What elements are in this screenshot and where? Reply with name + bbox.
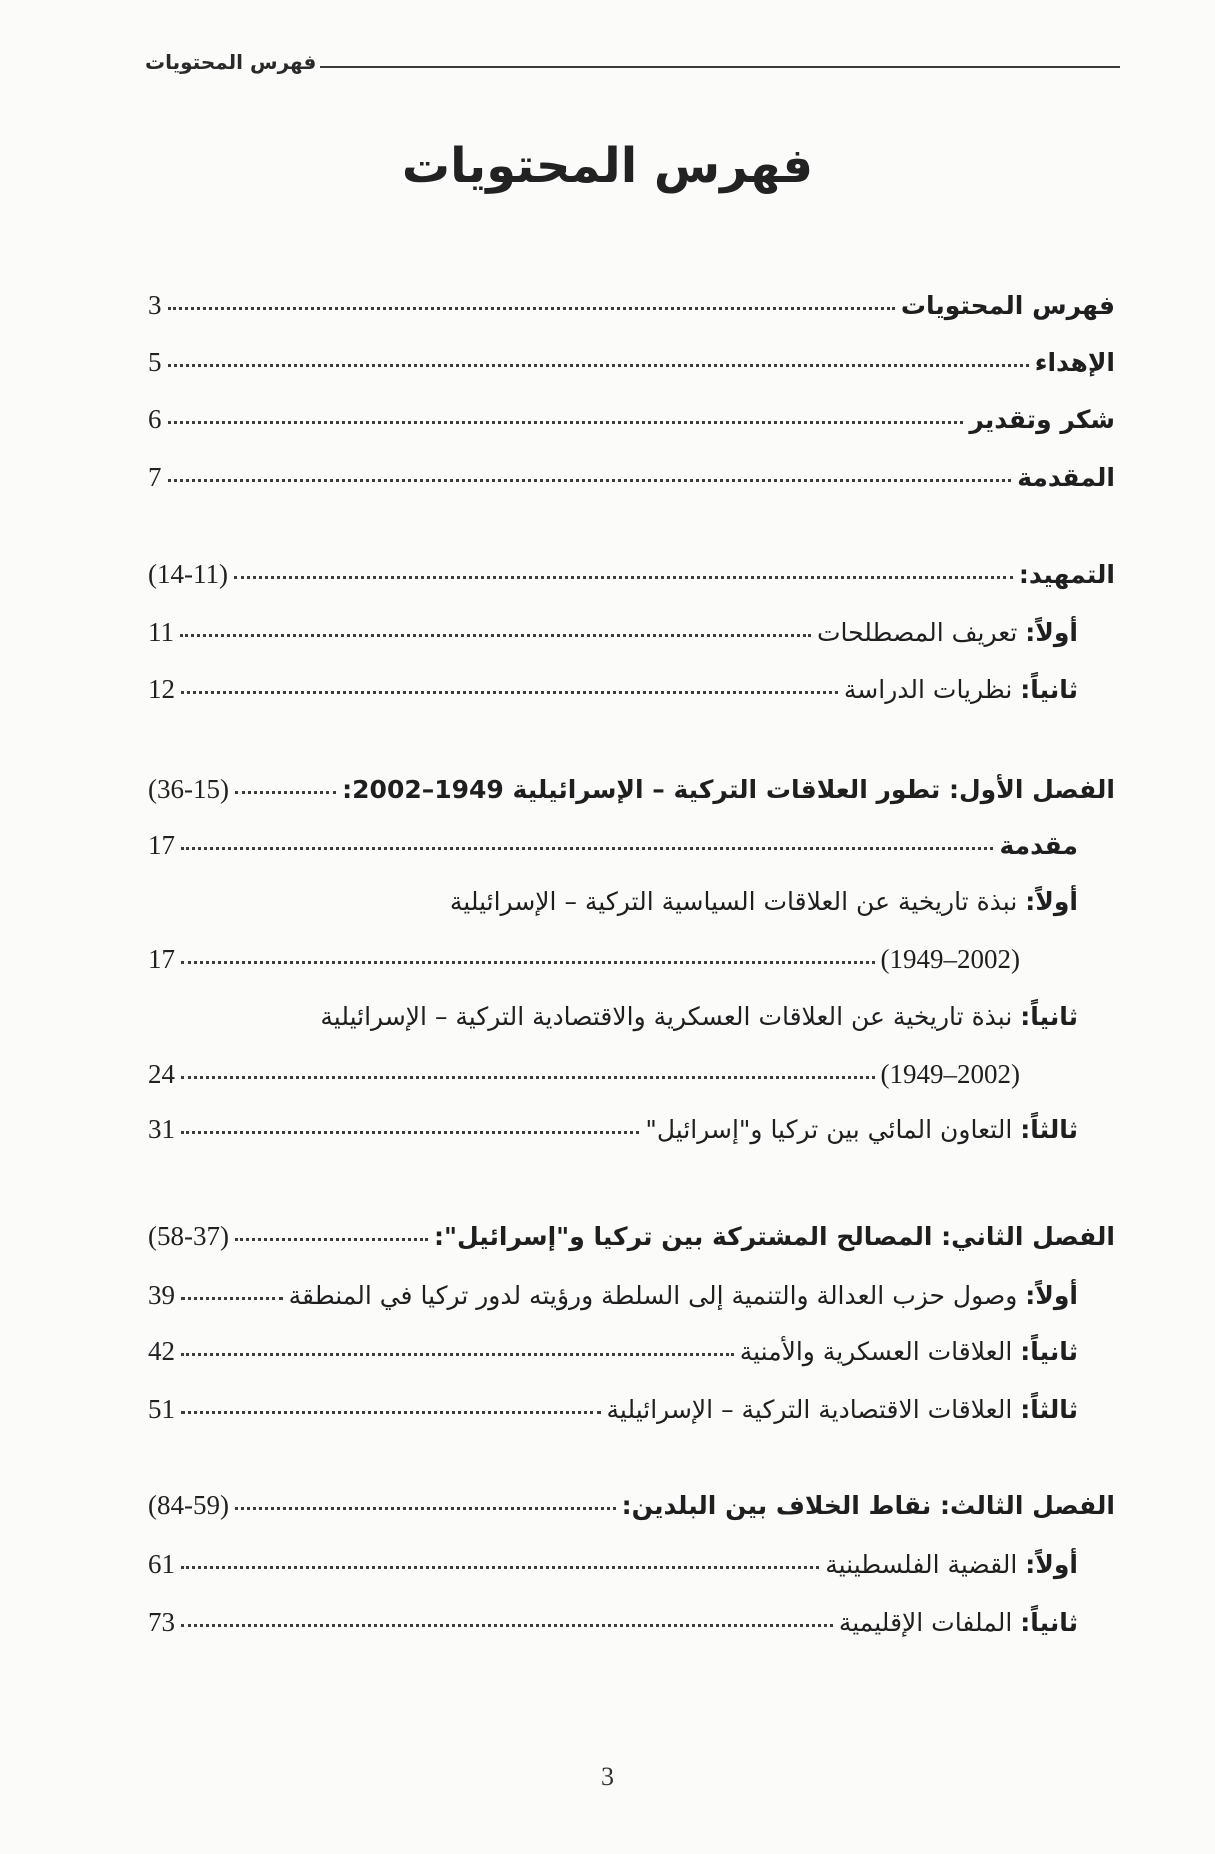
dot-leader	[235, 1506, 616, 1510]
toc-entry-page: 12	[148, 674, 175, 704]
toc-entry[interactable]	[148, 1336, 1078, 1380]
dot-leader	[181, 846, 993, 850]
toc-entry-text: نبذة تاريخية عن العلاقات السياسية التركية – الإسرائيلية	[449, 887, 1026, 916]
dot-leader	[181, 1410, 601, 1414]
toc-entry[interactable]	[148, 404, 1115, 448]
toc-entry-label: الفصل الثالث: نقاط الخلاف بين البلدين:	[621, 1491, 1115, 1520]
toc-entry-ordinal: ثالثاً:	[1020, 1395, 1078, 1424]
toc-entry-label	[607, 1395, 1079, 1424]
toc-entry-label: المقدمة	[1017, 463, 1115, 492]
toc-entry-label	[839, 1608, 1078, 1637]
toc-entry-page: 6	[148, 404, 162, 434]
toc-entry-ordinal: أولاً:	[1025, 618, 1078, 647]
spacer	[154, 905, 444, 906]
dot-leader	[234, 575, 1013, 579]
toc-entry-label: مقدمة	[999, 831, 1078, 860]
dot-leader	[181, 1296, 283, 1300]
toc-entry[interactable]	[148, 1114, 1078, 1158]
toc-entry-label	[289, 1281, 1078, 1310]
toc-entry-text: نظريات الدراسة	[843, 675, 1021, 704]
toc-entry-text: العلاقات العسكرية والأمنية	[739, 1337, 1021, 1366]
toc-entry-page: 24	[148, 1059, 175, 1089]
toc-entry-page: 17	[148, 830, 175, 860]
toc-entry-text: نبذة تاريخية عن العلاقات العسكرية والاقتصادية التركية – الإسرائيلية	[320, 1002, 1021, 1031]
toc-entry-label: الإهداء	[1034, 348, 1115, 377]
toc-entry-ordinal: ثانياً:	[1020, 1608, 1078, 1637]
toc-entry-label: (2002–1949)	[880, 1059, 1020, 1089]
page-number: 3	[601, 1762, 614, 1791]
dot-leader	[168, 306, 895, 310]
toc-entry-label	[320, 1002, 1078, 1031]
toc-entry-continuation[interactable]	[148, 944, 1020, 988]
toc-entry-text: القضية الفلسطينية	[825, 1550, 1026, 1579]
toc-entry[interactable]	[148, 887, 1078, 931]
toc-entry[interactable]	[148, 1549, 1078, 1593]
toc-entry-label	[645, 1115, 1078, 1144]
toc-entry-label	[450, 887, 1078, 916]
dot-leader	[181, 1130, 639, 1134]
toc-entry-page: 5	[148, 347, 162, 377]
toc-entry-text: تعريف المصطلحات	[816, 618, 1026, 647]
toc-entry-page: 73	[148, 1607, 175, 1637]
toc-entry-ordinal: ثالثاً:	[1020, 1115, 1078, 1144]
dot-leader	[235, 790, 336, 794]
spacer	[154, 1020, 314, 1021]
toc-entry-page: (14-11)	[148, 559, 228, 589]
dot-leader	[168, 478, 1012, 482]
toc-chapter-heading[interactable]	[148, 1221, 1115, 1265]
toc-entry-ordinal: ثانياً:	[1020, 1337, 1078, 1366]
dot-leader	[168, 363, 1029, 367]
toc-entry[interactable]	[148, 674, 1078, 718]
toc-entry-label	[740, 1337, 1078, 1366]
toc-entry-ordinal: ثانياً:	[1020, 675, 1078, 704]
toc-entry-label	[844, 675, 1078, 704]
toc-entry[interactable]	[148, 1002, 1078, 1046]
dot-leader	[181, 960, 875, 964]
toc-entry-ordinal: أولاً:	[1025, 1281, 1078, 1310]
dot-leader	[180, 633, 811, 637]
toc-entry-label: التمهيد:	[1018, 560, 1115, 589]
dot-leader	[235, 1237, 428, 1241]
toc-entry[interactable]	[148, 1607, 1078, 1651]
toc-entry-page: 51	[148, 1394, 175, 1424]
toc-entry-page: (36-15)	[148, 774, 229, 804]
toc-entry-ordinal: أولاً:	[1025, 887, 1078, 916]
toc-section-heading[interactable]	[148, 559, 1115, 603]
toc-entry[interactable]	[148, 462, 1115, 506]
toc-entry-continuation[interactable]	[148, 1059, 1020, 1103]
toc-entry[interactable]	[148, 347, 1115, 391]
toc-entry-text: العلاقات الاقتصادية التركية – الإسرائيلية	[606, 1395, 1021, 1424]
toc-entry-label: فهرس المحتويات	[900, 291, 1115, 320]
toc-entry-page: (84-59)	[148, 1490, 229, 1520]
toc-entry-page: (58-37)	[148, 1221, 229, 1251]
dot-leader	[181, 1565, 819, 1569]
dot-leader	[168, 420, 964, 424]
toc-entry-page: 31	[148, 1114, 175, 1144]
toc-entry-page: 3	[148, 290, 162, 320]
toc-entry-label: الفصل الثاني: المصالح المشتركة بين تركيا و"إسرائيل":	[433, 1222, 1115, 1251]
dot-leader	[181, 1075, 875, 1079]
toc-entry-page: 11	[148, 617, 174, 647]
toc-entry-page: 61	[148, 1549, 175, 1579]
toc-chapter-heading[interactable]	[148, 774, 1115, 818]
toc-entry-page: 42	[148, 1336, 175, 1366]
toc-entry-text: التعاون المائي بين تركيا و"إسرائيل"	[645, 1115, 1021, 1144]
toc-entry-text: الملفات الإقليمية	[838, 1608, 1021, 1637]
running-header-title: فهرس المحتويات	[145, 50, 317, 74]
toc-entry[interactable]	[148, 1280, 1078, 1324]
toc-entry-label	[817, 618, 1078, 647]
toc-entry-text: وصول حزب العدالة والتنمية إلى السلطة ورؤيته لدور تركيا في المنطقة	[288, 1281, 1026, 1310]
page-title: فهرس المحتويات	[401, 138, 814, 194]
toc-entry-label	[825, 1550, 1078, 1579]
dot-leader	[181, 1623, 833, 1627]
toc-chapter-heading[interactable]	[148, 1490, 1115, 1534]
dot-leader	[181, 690, 838, 694]
toc-entry-ordinal: ثانياً:	[1020, 1002, 1078, 1031]
toc-entry-page: 17	[148, 944, 175, 974]
toc-entry-label: شكر وتقدير	[969, 405, 1115, 434]
toc-entry[interactable]	[148, 290, 1115, 334]
toc-entry[interactable]	[148, 830, 1078, 874]
toc-entry-label: (2002–1949)	[880, 944, 1020, 974]
toc-entry-page: 39	[148, 1280, 175, 1310]
toc-entry-page: 7	[148, 462, 162, 492]
toc-entry-ordinal: أولاً:	[1025, 1550, 1078, 1579]
toc-entry-label: الفصل الأول: تطور العلاقات التركية – الإسرائيلية 1949–2002:	[342, 775, 1115, 804]
toc-entry[interactable]	[148, 1394, 1078, 1438]
dot-leader	[181, 1352, 734, 1356]
toc-entry[interactable]	[148, 617, 1078, 661]
